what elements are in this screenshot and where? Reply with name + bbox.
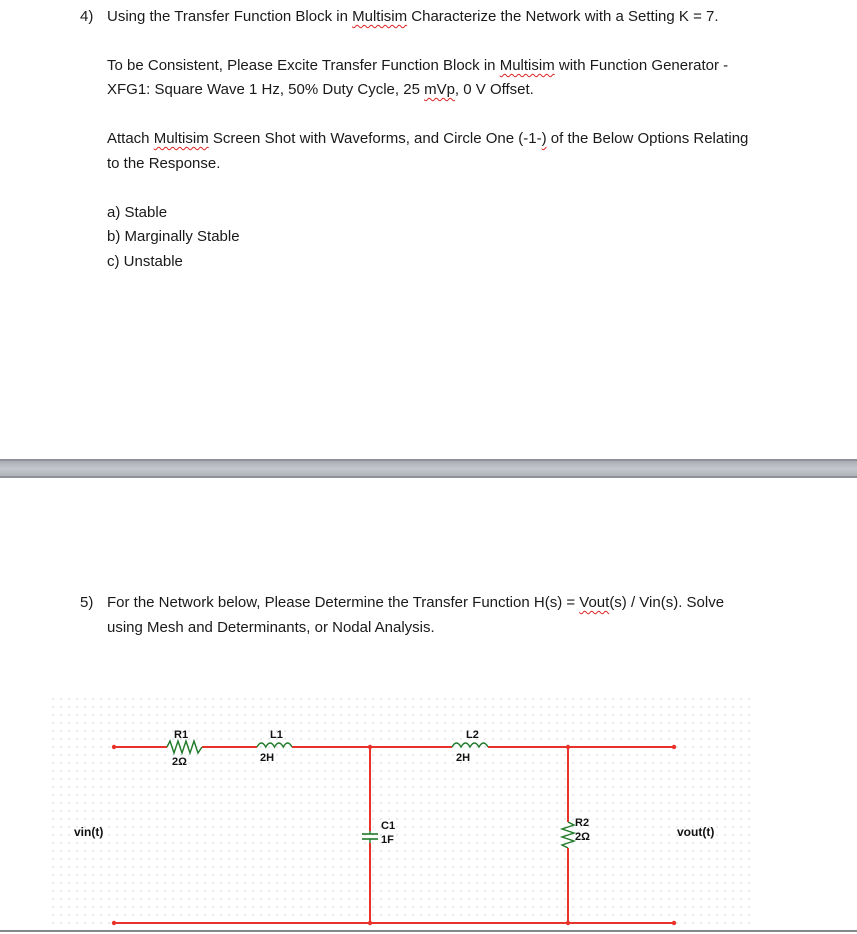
q4-heading xyxy=(107,8,719,26)
vin-top-terminal xyxy=(112,745,116,749)
q4-number: 4) xyxy=(80,8,94,25)
page-divider-edge-bottom xyxy=(0,476,857,478)
q4-instruction-line2 xyxy=(107,81,534,99)
q4-p3-c: of the Below Options Relating xyxy=(546,130,749,147)
vout-bottom-terminal xyxy=(672,921,676,925)
vin-bottom-terminal xyxy=(112,921,116,925)
r1-value: 2Ω xyxy=(172,756,187,768)
c1-value: 1F xyxy=(381,834,394,846)
q4-attach-line1 xyxy=(107,130,748,148)
l1-value: 2H xyxy=(260,752,275,764)
q4-option-c: c) Unstable xyxy=(107,253,183,270)
q4-p1-b: with Function Generator - xyxy=(554,57,729,74)
q4-heading-text-a: Using the Transfer Function Block in xyxy=(107,8,353,25)
vout-top-terminal xyxy=(672,745,676,749)
q4-p3-multisim: Multisim xyxy=(153,130,209,147)
page-bottom-edge xyxy=(0,930,857,932)
l2-value: 2H xyxy=(456,752,471,764)
l2-name: L2 xyxy=(466,729,479,741)
q4-attach-line2: to the Response. xyxy=(107,155,221,172)
q4-option-b: b) Marginally Stable xyxy=(107,228,240,245)
q5-heading-b: (s) / Vin(s). Solve xyxy=(609,594,725,611)
q5-number: 5) xyxy=(80,594,94,611)
q4-instruction-line1 xyxy=(107,57,728,75)
q4-p3-a: Attach xyxy=(107,130,154,147)
q4-p3-b: Screen Shot with Waveforms, and Circle One (-1- xyxy=(208,130,542,147)
r2-value: 2Ω xyxy=(575,831,590,843)
q5-heading xyxy=(107,594,724,612)
grid-background xyxy=(52,698,756,932)
q4-heading-text-b: Characterize the Network with a Setting K = 7. xyxy=(407,8,719,25)
q4-p1-a: To be Consistent, Please Excite Transfer Function Block in xyxy=(107,57,500,74)
q5-heading-line2: using Mesh and Determinants, or Nodal Analysis. xyxy=(107,619,435,636)
q4-p2-b: , 0 V Offset. xyxy=(454,81,534,98)
q4-p2-mvp: mVp xyxy=(424,81,455,98)
q4-p3-paren: ) xyxy=(541,130,547,147)
q4-p1-multisim: Multisim xyxy=(499,57,555,74)
circuit-schematic xyxy=(52,698,756,932)
c1-name: C1 xyxy=(381,820,396,832)
q4-heading-multisim: Multisim xyxy=(352,8,408,25)
r1-name: R1 xyxy=(174,729,189,741)
q5-heading-a: For the Network below, Please Determine the Transfer Function H(s) = xyxy=(107,594,580,611)
q4-p2-a: XFG1: Square Wave 1 Hz, 50% Duty Cycle, 25 xyxy=(107,81,425,98)
page-divider xyxy=(0,461,857,476)
vout-label: vout(t) xyxy=(677,825,715,839)
l1-name: L1 xyxy=(270,729,283,741)
q5-heading-vout: Vout xyxy=(579,594,610,611)
q4-option-a: a) Stable xyxy=(107,204,168,221)
r2-name: R2 xyxy=(575,817,590,829)
vin-label: vin(t) xyxy=(74,825,104,839)
